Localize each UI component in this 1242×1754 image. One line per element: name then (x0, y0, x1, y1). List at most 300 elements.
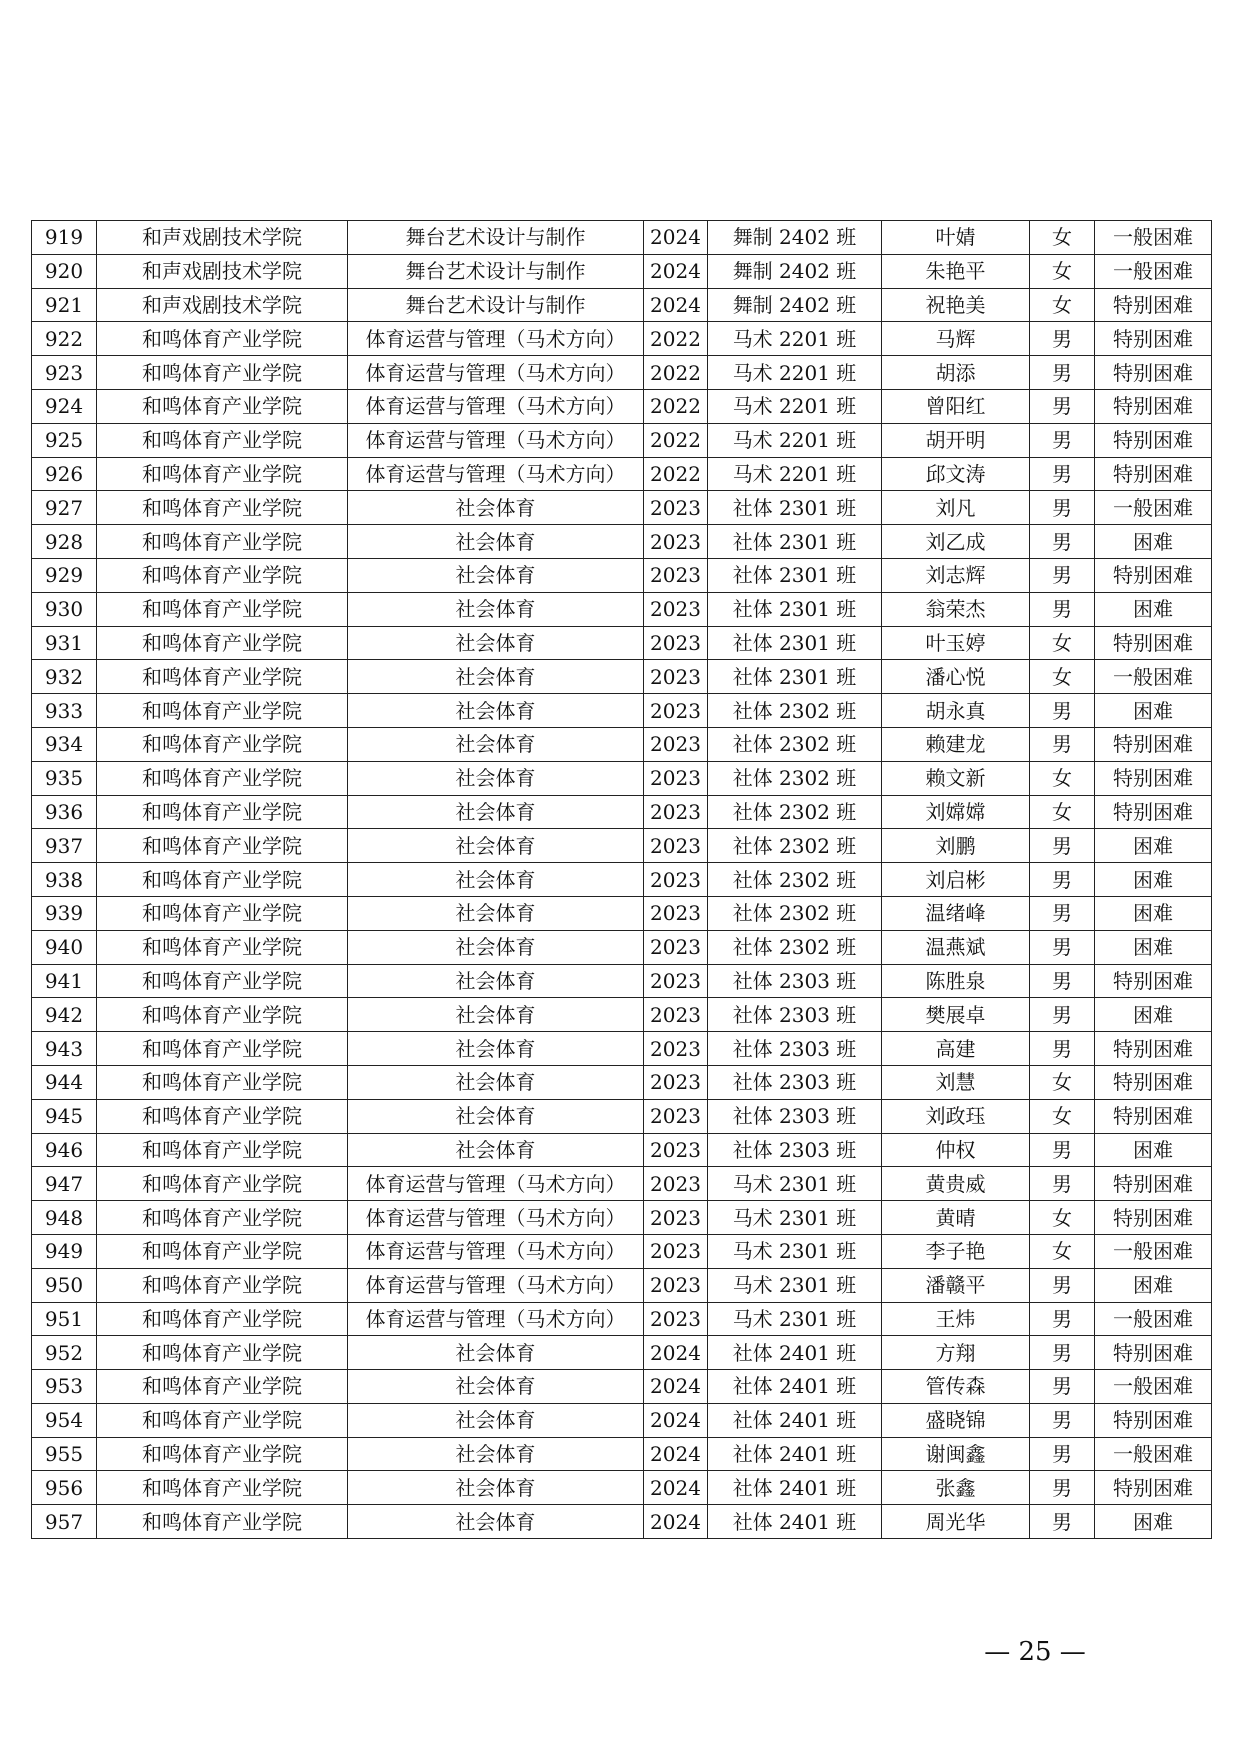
cell-year: 2023 (644, 998, 708, 1032)
cell-class: 社体 2401 班 (708, 1403, 882, 1437)
cell-seq: 949 (32, 1234, 97, 1268)
cell-name: 陈胜泉 (882, 964, 1030, 998)
cell-gender: 男 (1030, 1032, 1095, 1066)
cell-college: 和鸣体育产业学院 (97, 1471, 348, 1505)
cell-seq: 929 (32, 558, 97, 592)
cell-year: 2022 (644, 356, 708, 390)
table-row (32, 1099, 1212, 1133)
cell-name: 李子艳 (882, 1234, 1030, 1268)
cell-seq: 948 (32, 1201, 97, 1235)
cell-year: 2023 (644, 694, 708, 728)
cell-name: 刘启彬 (882, 863, 1030, 897)
cell-college: 和鸣体育产业学院 (97, 829, 348, 863)
cell-major: 社会体育 (348, 727, 644, 761)
cell-major: 社会体育 (348, 525, 644, 559)
cell-name: 黄贵威 (882, 1167, 1030, 1201)
cell-college: 和鸣体育产业学院 (97, 1133, 348, 1167)
cell-gender: 男 (1030, 1133, 1095, 1167)
cell-college: 和鸣体育产业学院 (97, 1268, 348, 1302)
cell-major: 社会体育 (348, 694, 644, 728)
cell-college: 和鸣体育产业学院 (97, 1234, 348, 1268)
cell-name: 刘凡 (882, 491, 1030, 525)
cell-year: 2023 (644, 863, 708, 897)
cell-class: 舞制 2402 班 (708, 254, 882, 288)
cell-gender: 男 (1030, 558, 1095, 592)
cell-level: 特别困难 (1095, 964, 1212, 998)
cell-gender: 男 (1030, 863, 1095, 897)
cell-college: 和鸣体育产业学院 (97, 694, 348, 728)
cell-seq: 945 (32, 1099, 97, 1133)
cell-major: 社会体育 (348, 761, 644, 795)
cell-seq: 947 (32, 1167, 97, 1201)
cell-class: 社体 2302 班 (708, 795, 882, 829)
cell-year: 2023 (644, 1099, 708, 1133)
cell-name: 祝艳美 (882, 288, 1030, 322)
cell-college: 和鸣体育产业学院 (97, 525, 348, 559)
cell-year: 2023 (644, 964, 708, 998)
cell-year: 2024 (644, 1505, 708, 1539)
table-row (32, 863, 1212, 897)
cell-gender: 男 (1030, 694, 1095, 728)
table-body (32, 221, 1212, 1539)
cell-college: 和鸣体育产业学院 (97, 491, 348, 525)
cell-major: 社会体育 (348, 930, 644, 964)
cell-class: 社体 2301 班 (708, 626, 882, 660)
cell-gender: 男 (1030, 829, 1095, 863)
cell-class: 社体 2302 班 (708, 727, 882, 761)
table-row (32, 896, 1212, 930)
cell-gender: 女 (1030, 660, 1095, 694)
cell-year: 2024 (644, 1370, 708, 1404)
cell-level: 困难 (1095, 1505, 1212, 1539)
cell-class: 社体 2303 班 (708, 1032, 882, 1066)
table-row (32, 626, 1212, 660)
cell-year: 2023 (644, 626, 708, 660)
cell-year: 2023 (644, 491, 708, 525)
table-row (32, 761, 1212, 795)
cell-major: 社会体育 (348, 1471, 644, 1505)
cell-year: 2023 (644, 896, 708, 930)
cell-name: 刘鹏 (882, 829, 1030, 863)
cell-name: 胡开明 (882, 423, 1030, 457)
page-number: — 25 — (984, 1637, 1086, 1667)
cell-class: 社体 2401 班 (708, 1437, 882, 1471)
cell-college: 和鸣体育产业学院 (97, 592, 348, 626)
cell-level: 困难 (1095, 1268, 1212, 1302)
cell-level: 一般困难 (1095, 1370, 1212, 1404)
cell-major: 舞台艺术设计与制作 (348, 221, 644, 255)
cell-seq: 933 (32, 694, 97, 728)
cell-year: 2023 (644, 795, 708, 829)
cell-class: 社体 2302 班 (708, 761, 882, 795)
cell-year: 2023 (644, 660, 708, 694)
cell-class: 社体 2302 班 (708, 829, 882, 863)
cell-class: 社体 2303 班 (708, 1099, 882, 1133)
cell-name: 赖文新 (882, 761, 1030, 795)
cell-year: 2023 (644, 592, 708, 626)
cell-name: 叶婧 (882, 221, 1030, 255)
table-row (32, 254, 1212, 288)
cell-year: 2024 (644, 288, 708, 322)
cell-seq: 951 (32, 1302, 97, 1336)
cell-college: 和鸣体育产业学院 (97, 964, 348, 998)
table-row (32, 1167, 1212, 1201)
cell-level: 一般困难 (1095, 1437, 1212, 1471)
cell-college: 和鸣体育产业学院 (97, 1065, 348, 1099)
cell-year: 2023 (644, 761, 708, 795)
table-row (32, 964, 1212, 998)
cell-year: 2024 (644, 1403, 708, 1437)
cell-gender: 男 (1030, 592, 1095, 626)
cell-class: 马术 2301 班 (708, 1201, 882, 1235)
cell-college: 和鸣体育产业学院 (97, 322, 348, 356)
cell-college: 和鸣体育产业学院 (97, 998, 348, 1032)
cell-name: 胡永真 (882, 694, 1030, 728)
table-row (32, 288, 1212, 322)
cell-name: 曾阳红 (882, 389, 1030, 423)
cell-seq: 952 (32, 1336, 97, 1370)
cell-year: 2022 (644, 322, 708, 356)
cell-major: 体育运营与管理（马术方向） (348, 322, 644, 356)
cell-gender: 男 (1030, 491, 1095, 525)
cell-gender: 男 (1030, 727, 1095, 761)
cell-major: 体育运营与管理（马术方向） (348, 356, 644, 390)
cell-year: 2023 (644, 1065, 708, 1099)
cell-name: 胡添 (882, 356, 1030, 390)
cell-college: 和鸣体育产业学院 (97, 457, 348, 491)
cell-gender: 男 (1030, 1437, 1095, 1471)
cell-name: 潘赣平 (882, 1268, 1030, 1302)
cell-name: 赖建龙 (882, 727, 1030, 761)
cell-major: 社会体育 (348, 1133, 644, 1167)
cell-college: 和鸣体育产业学院 (97, 1437, 348, 1471)
cell-college: 和鸣体育产业学院 (97, 423, 348, 457)
cell-name: 刘志辉 (882, 558, 1030, 592)
cell-name: 温绪峰 (882, 896, 1030, 930)
cell-name: 潘心悦 (882, 660, 1030, 694)
cell-college: 和鸣体育产业学院 (97, 1302, 348, 1336)
cell-gender: 男 (1030, 1403, 1095, 1437)
cell-level: 特别困难 (1095, 1201, 1212, 1235)
cell-gender: 男 (1030, 525, 1095, 559)
cell-level: 困难 (1095, 694, 1212, 728)
cell-class: 马术 2201 班 (708, 457, 882, 491)
cell-major: 社会体育 (348, 1065, 644, 1099)
cell-class: 马术 2201 班 (708, 423, 882, 457)
cell-gender: 女 (1030, 795, 1095, 829)
cell-major: 社会体育 (348, 491, 644, 525)
cell-name: 周光华 (882, 1505, 1030, 1539)
cell-major: 社会体育 (348, 592, 644, 626)
cell-college: 和鸣体育产业学院 (97, 863, 348, 897)
cell-major: 体育运营与管理（马术方向） (348, 423, 644, 457)
cell-level: 困难 (1095, 863, 1212, 897)
cell-year: 2023 (644, 1234, 708, 1268)
cell-seq: 930 (32, 592, 97, 626)
cell-seq: 924 (32, 389, 97, 423)
table-row (32, 558, 1212, 592)
cell-gender: 女 (1030, 626, 1095, 660)
cell-major: 社会体育 (348, 626, 644, 660)
cell-gender: 女 (1030, 1201, 1095, 1235)
table-row (32, 694, 1212, 728)
cell-major: 体育运营与管理（马术方向） (348, 1167, 644, 1201)
table-row (32, 998, 1212, 1032)
cell-level: 一般困难 (1095, 1302, 1212, 1336)
cell-major: 社会体育 (348, 998, 644, 1032)
cell-major: 体育运营与管理（马术方向） (348, 457, 644, 491)
cell-year: 2024 (644, 1336, 708, 1370)
cell-major: 社会体育 (348, 829, 644, 863)
cell-class: 马术 2301 班 (708, 1268, 882, 1302)
cell-gender: 男 (1030, 457, 1095, 491)
cell-name: 樊展卓 (882, 998, 1030, 1032)
table-row (32, 727, 1212, 761)
cell-gender: 男 (1030, 1505, 1095, 1539)
table-row (32, 1065, 1212, 1099)
cell-class: 马术 2201 班 (708, 389, 882, 423)
table-row (32, 1133, 1212, 1167)
cell-college: 和鸣体育产业学院 (97, 626, 348, 660)
cell-seq: 920 (32, 254, 97, 288)
cell-class: 社体 2401 班 (708, 1505, 882, 1539)
cell-level: 特别困难 (1095, 1336, 1212, 1370)
cell-gender: 男 (1030, 322, 1095, 356)
cell-seq: 953 (32, 1370, 97, 1404)
cell-major: 社会体育 (348, 896, 644, 930)
cell-college: 和鸣体育产业学院 (97, 896, 348, 930)
cell-college: 和鸣体育产业学院 (97, 1505, 348, 1539)
cell-gender: 男 (1030, 1302, 1095, 1336)
cell-class: 社体 2301 班 (708, 660, 882, 694)
cell-level: 特别困难 (1095, 356, 1212, 390)
cell-level: 特别困难 (1095, 1403, 1212, 1437)
cell-name: 高建 (882, 1032, 1030, 1066)
cell-major: 舞台艺术设计与制作 (348, 254, 644, 288)
cell-gender: 男 (1030, 896, 1095, 930)
cell-year: 2023 (644, 829, 708, 863)
table-row (32, 389, 1212, 423)
cell-major: 体育运营与管理（马术方向） (348, 1302, 644, 1336)
cell-seq: 941 (32, 964, 97, 998)
table-row (32, 1302, 1212, 1336)
cell-college: 和鸣体育产业学院 (97, 1336, 348, 1370)
cell-major: 社会体育 (348, 1437, 644, 1471)
cell-level: 困难 (1095, 896, 1212, 930)
cell-year: 2023 (644, 1201, 708, 1235)
cell-level: 困难 (1095, 930, 1212, 964)
cell-college: 和鸣体育产业学院 (97, 1201, 348, 1235)
cell-level: 特别困难 (1095, 1099, 1212, 1133)
cell-year: 2024 (644, 1437, 708, 1471)
cell-class: 社体 2303 班 (708, 998, 882, 1032)
cell-class: 舞制 2402 班 (708, 221, 882, 255)
cell-name: 翁荣杰 (882, 592, 1030, 626)
cell-seq: 923 (32, 356, 97, 390)
table-row (32, 525, 1212, 559)
cell-level: 一般困难 (1095, 254, 1212, 288)
table-row (32, 829, 1212, 863)
cell-level: 困难 (1095, 829, 1212, 863)
table-row (32, 1505, 1212, 1539)
table-row (32, 356, 1212, 390)
cell-gender: 男 (1030, 1268, 1095, 1302)
cell-college: 和鸣体育产业学院 (97, 660, 348, 694)
cell-class: 社体 2302 班 (708, 896, 882, 930)
cell-class: 马术 2301 班 (708, 1302, 882, 1336)
cell-class: 社体 2303 班 (708, 1133, 882, 1167)
cell-year: 2023 (644, 1302, 708, 1336)
cell-level: 困难 (1095, 998, 1212, 1032)
cell-major: 社会体育 (348, 660, 644, 694)
cell-college: 和鸣体育产业学院 (97, 1370, 348, 1404)
table-row (32, 592, 1212, 626)
cell-year: 2024 (644, 221, 708, 255)
cell-level: 一般困难 (1095, 491, 1212, 525)
table-row (32, 1234, 1212, 1268)
cell-major: 体育运营与管理（马术方向） (348, 1201, 644, 1235)
cell-name: 黄晴 (882, 1201, 1030, 1235)
cell-class: 马术 2301 班 (708, 1167, 882, 1201)
cell-gender: 男 (1030, 1336, 1095, 1370)
cell-major: 社会体育 (348, 964, 644, 998)
cell-class: 社体 2301 班 (708, 558, 882, 592)
cell-name: 方翔 (882, 1336, 1030, 1370)
table-row (32, 1370, 1212, 1404)
cell-college: 和鸣体育产业学院 (97, 761, 348, 795)
table-row (32, 221, 1212, 255)
cell-level: 特别困难 (1095, 761, 1212, 795)
cell-level: 特别困难 (1095, 727, 1212, 761)
cell-level: 特别困难 (1095, 1167, 1212, 1201)
cell-level: 特别困难 (1095, 457, 1212, 491)
cell-class: 社体 2301 班 (708, 525, 882, 559)
table-row (32, 1032, 1212, 1066)
table-row (32, 1268, 1212, 1302)
cell-seq: 921 (32, 288, 97, 322)
cell-name: 叶玉婷 (882, 626, 1030, 660)
cell-seq: 925 (32, 423, 97, 457)
cell-seq: 932 (32, 660, 97, 694)
cell-major: 社会体育 (348, 1099, 644, 1133)
cell-level: 一般困难 (1095, 221, 1212, 255)
cell-gender: 男 (1030, 423, 1095, 457)
cell-level: 特别困难 (1095, 288, 1212, 322)
cell-level: 特别困难 (1095, 389, 1212, 423)
cell-major: 社会体育 (348, 1505, 644, 1539)
cell-college: 和鸣体育产业学院 (97, 356, 348, 390)
cell-college: 和声戏剧技术学院 (97, 254, 348, 288)
cell-year: 2024 (644, 254, 708, 288)
cell-major: 体育运营与管理（马术方向） (348, 1268, 644, 1302)
cell-level: 困难 (1095, 1133, 1212, 1167)
cell-name: 刘嫦嫦 (882, 795, 1030, 829)
cell-seq: 943 (32, 1032, 97, 1066)
cell-class: 马术 2301 班 (708, 1234, 882, 1268)
cell-gender: 男 (1030, 1471, 1095, 1505)
cell-major: 社会体育 (348, 1032, 644, 1066)
cell-level: 特别困难 (1095, 1032, 1212, 1066)
cell-year: 2023 (644, 930, 708, 964)
cell-major: 体育运营与管理（马术方向） (348, 389, 644, 423)
cell-name: 盛晓锦 (882, 1403, 1030, 1437)
cell-name: 管传森 (882, 1370, 1030, 1404)
cell-gender: 女 (1030, 1234, 1095, 1268)
cell-gender: 男 (1030, 1167, 1095, 1201)
cell-class: 社体 2302 班 (708, 694, 882, 728)
cell-level: 特别困难 (1095, 558, 1212, 592)
cell-seq: 954 (32, 1403, 97, 1437)
cell-class: 马术 2201 班 (708, 356, 882, 390)
cell-class: 社体 2302 班 (708, 863, 882, 897)
cell-college: 和声戏剧技术学院 (97, 221, 348, 255)
cell-seq: 919 (32, 221, 97, 255)
cell-seq: 955 (32, 1437, 97, 1471)
cell-seq: 936 (32, 795, 97, 829)
cell-seq: 931 (32, 626, 97, 660)
cell-name: 邱文涛 (882, 457, 1030, 491)
cell-name: 仲权 (882, 1133, 1030, 1167)
cell-level: 困难 (1095, 525, 1212, 559)
table-row (32, 930, 1212, 964)
cell-name: 马辉 (882, 322, 1030, 356)
cell-class: 社体 2301 班 (708, 592, 882, 626)
cell-class: 社体 2401 班 (708, 1370, 882, 1404)
cell-level: 特别困难 (1095, 322, 1212, 356)
cell-major: 舞台艺术设计与制作 (348, 288, 644, 322)
cell-gender: 女 (1030, 761, 1095, 795)
cell-major: 社会体育 (348, 558, 644, 592)
cell-level: 特别困难 (1095, 795, 1212, 829)
cell-name: 谢闽鑫 (882, 1437, 1030, 1471)
cell-level: 特别困难 (1095, 1065, 1212, 1099)
cell-year: 2023 (644, 1032, 708, 1066)
cell-gender: 女 (1030, 1065, 1095, 1099)
cell-seq: 934 (32, 727, 97, 761)
table-row (32, 795, 1212, 829)
cell-major: 社会体育 (348, 1370, 644, 1404)
cell-seq: 935 (32, 761, 97, 795)
cell-class: 社体 2401 班 (708, 1471, 882, 1505)
cell-name: 刘政珏 (882, 1099, 1030, 1133)
cell-level: 一般困难 (1095, 660, 1212, 694)
cell-seq: 944 (32, 1065, 97, 1099)
cell-level: 困难 (1095, 592, 1212, 626)
cell-gender: 男 (1030, 1370, 1095, 1404)
cell-seq: 937 (32, 829, 97, 863)
cell-year: 2023 (644, 525, 708, 559)
cell-seq: 942 (32, 998, 97, 1032)
table-row (32, 423, 1212, 457)
cell-level: 特别困难 (1095, 423, 1212, 457)
cell-college: 和鸣体育产业学院 (97, 930, 348, 964)
cell-name: 温燕斌 (882, 930, 1030, 964)
cell-year: 2023 (644, 558, 708, 592)
cell-level: 特别困难 (1095, 1471, 1212, 1505)
cell-name: 王炜 (882, 1302, 1030, 1336)
cell-major: 社会体育 (348, 1336, 644, 1370)
cell-major: 社会体育 (348, 1403, 644, 1437)
table-row (32, 322, 1212, 356)
cell-name: 张鑫 (882, 1471, 1030, 1505)
cell-college: 和鸣体育产业学院 (97, 1099, 348, 1133)
table-row (32, 660, 1212, 694)
cell-level: 特别困难 (1095, 626, 1212, 660)
cell-year: 2022 (644, 423, 708, 457)
cell-major: 社会体育 (348, 795, 644, 829)
cell-gender: 男 (1030, 964, 1095, 998)
cell-year: 2022 (644, 389, 708, 423)
